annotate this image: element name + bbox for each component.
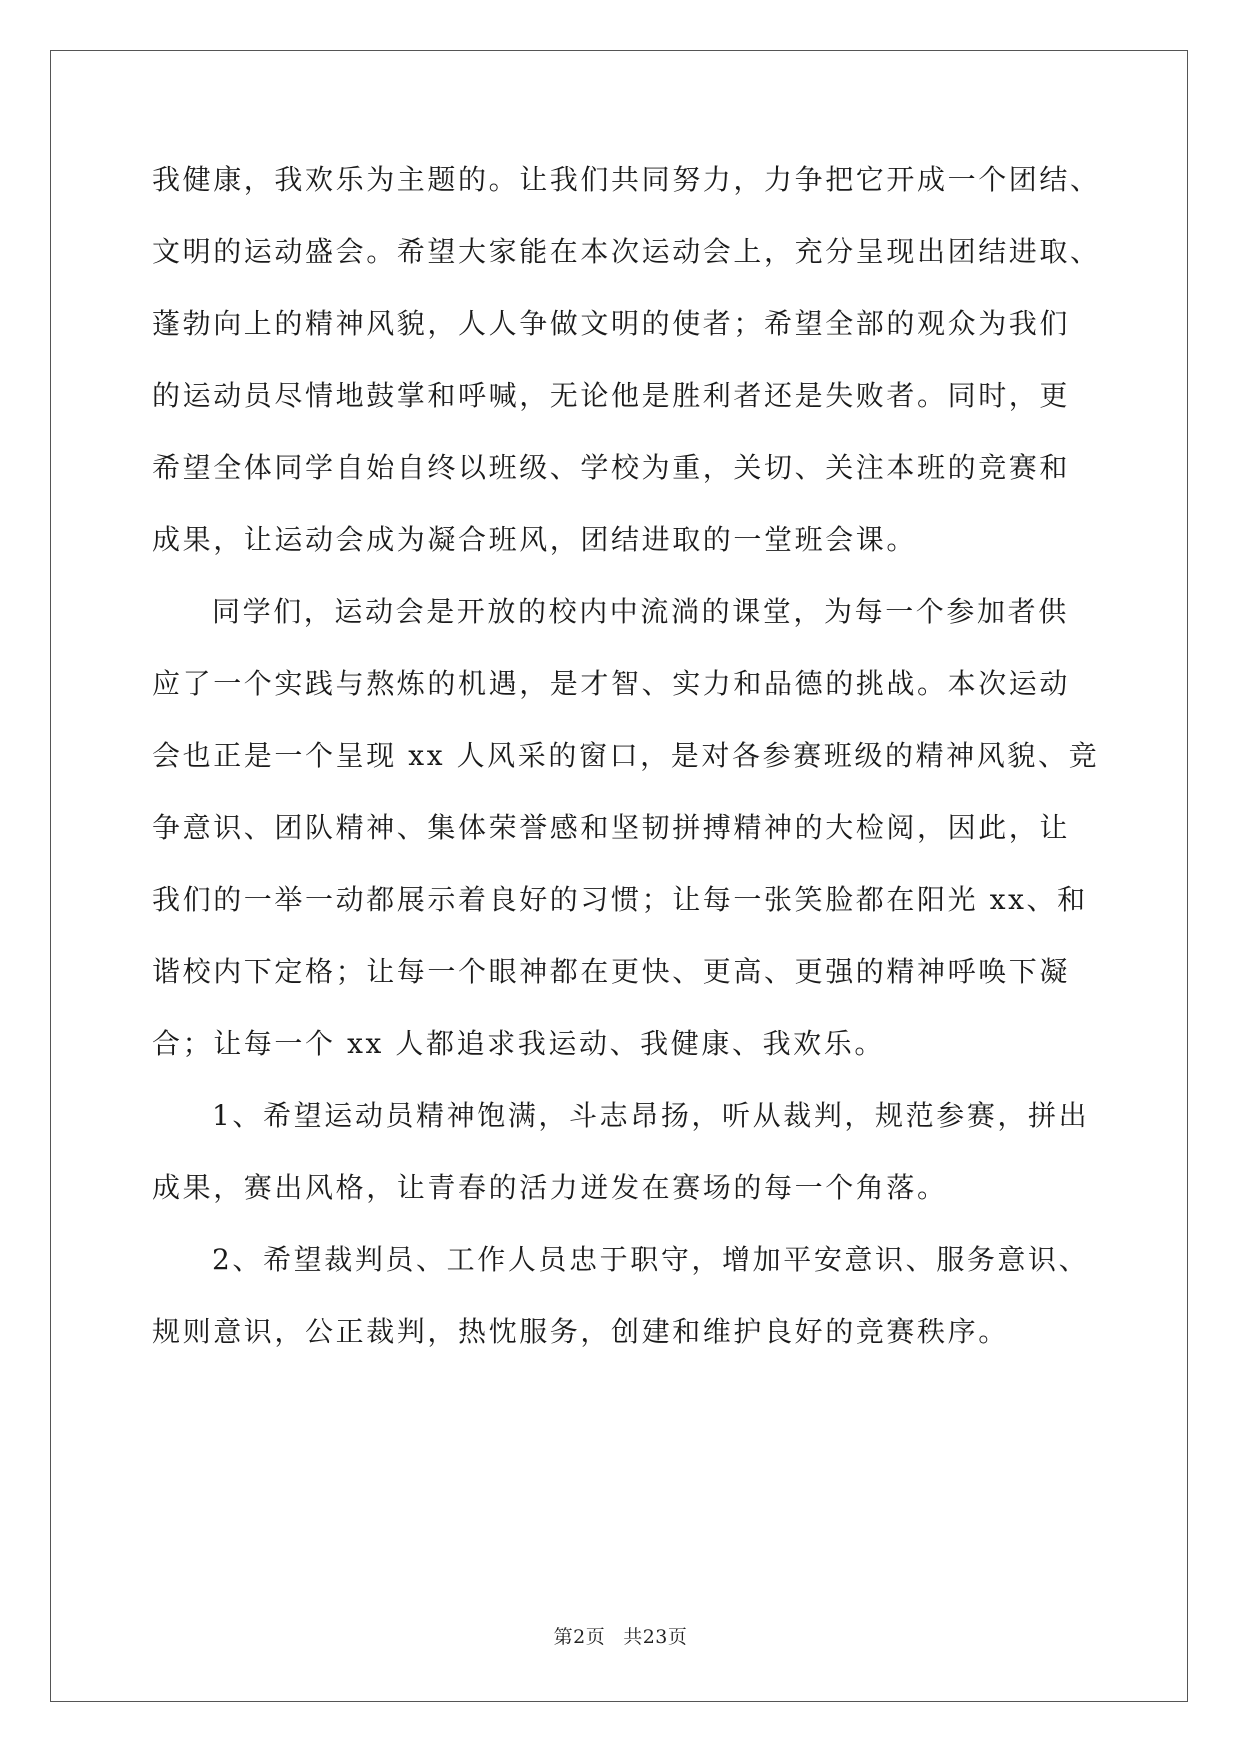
page-footer — [0, 1622, 1241, 1649]
text-line: 合；让每一个 xx 人都追求我运动、我健康、我欢乐。 — [152, 1027, 885, 1060]
paragraph-first-line: 1、希望运动员精神饱满，斗志昂扬，听从裁判，规范参赛，拼出 — [212, 1099, 1090, 1132]
text-line: 成果，让运动会成为凝合班风，团结进取的一堂班会课。 — [152, 523, 918, 556]
text-line: 我健康，我欢乐为主题的。让我们共同努力，力争把它开成一个团结、 — [152, 163, 1101, 196]
text-line: 的运动员尽情地鼓掌和呼喊，无论他是胜利者还是失败者。同时，更 — [152, 379, 1071, 412]
text-line: 规则意识，公正裁判，热忱服务，创建和维护良好的竞赛秩序。 — [152, 1315, 1009, 1348]
text-line: 蓬勃向上的精神风貌，人人争做文明的使者；希望全部的观众为我们 — [152, 307, 1071, 340]
page-border — [50, 50, 1188, 1702]
text-line: 希望全体同学自始自终以班级、学校为重，关切、关注本班的竞赛和 — [152, 451, 1071, 484]
text-line: 成果，赛出风格，让青春的活力迸发在赛场的每一个角落。 — [152, 1171, 948, 1204]
text-line: 争意识、团队精神、集体荣誉感和坚韧拼搏精神的大检阅，因此，让 — [152, 811, 1071, 844]
page-number: 第2页 — [553, 1626, 606, 1648]
text-line: 会也正是一个呈现 xx 人风采的窗口，是对各参赛班级的精神风貌、竞 — [152, 739, 1100, 772]
text-line: 我们的一举一动都展示着良好的习惯；让每一张笑脸都在阳光 xx、和 — [152, 883, 1088, 916]
text-line: 应了一个实践与熬炼的机遇，是才智、实力和品德的挑战。本次运动 — [152, 667, 1071, 700]
text-line: 谐校内下定格；让每一个眼神都在更快、更高、更强的精神呼唤下凝 — [152, 955, 1071, 988]
page-total: 共23页 — [623, 1626, 688, 1648]
text-line: 文明的运动盛会。希望大家能在本次运动会上，充分呈现出团结进取、 — [152, 235, 1101, 268]
paragraph-first-line: 同学们，运动会是开放的校内中流淌的课堂，为每一个参加者供 — [212, 595, 1069, 628]
paragraph-first-line: 2、希望裁判员、工作人员忠于职守，增加平安意识、服务意识、 — [212, 1243, 1090, 1276]
